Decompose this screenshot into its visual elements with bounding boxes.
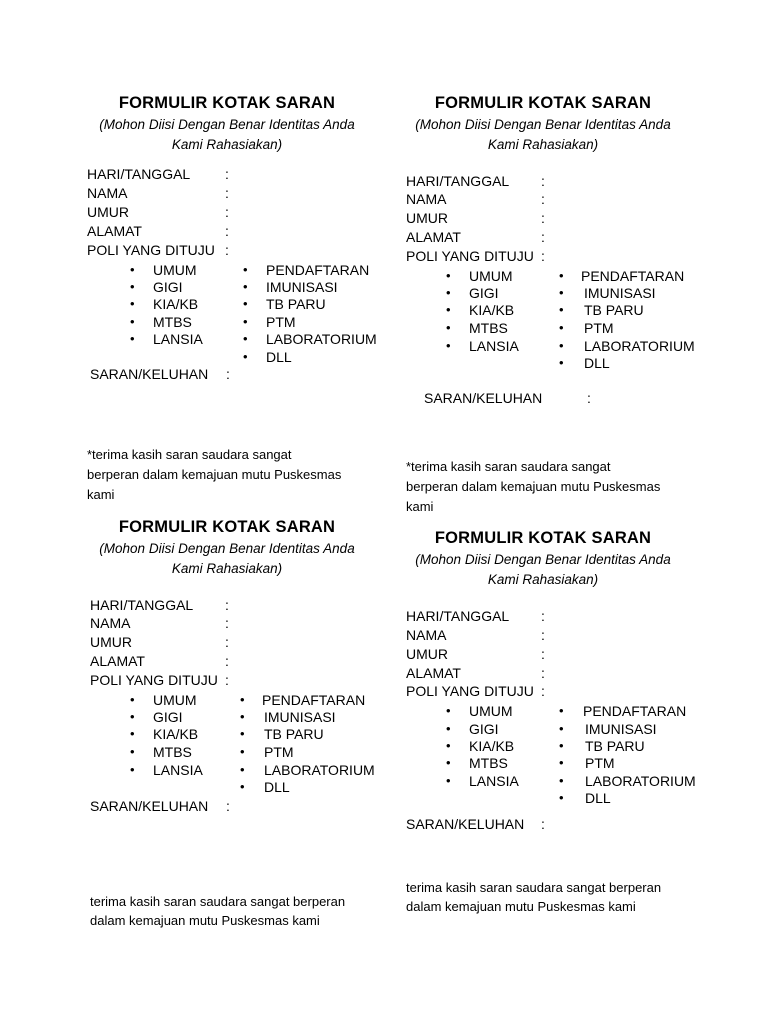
bullet-icon: • [130,744,135,759]
bullet-icon: • [243,296,248,311]
field-nama: NAMA [87,185,128,201]
poli-tb-paru: TB PARU [584,302,644,318]
bullet-icon: • [446,721,451,736]
bullet-icon: • [446,320,451,335]
poli-imunisasi: IMUNISASI [264,709,336,725]
poli-tb-paru: TB PARU [264,726,324,742]
field-nama: NAMA [90,615,131,631]
poli-kia-kb: KIA/KB [153,726,199,742]
bullet-icon: • [130,762,135,777]
bullet-icon: • [446,285,451,300]
bullet-icon: • [559,755,564,770]
bullet-icon: • [559,285,564,300]
field-hari-tanggal: HARI/TANGGAL [406,608,510,624]
bullet-icon: • [446,773,451,788]
field-colon: : [225,242,229,258]
bullet-icon: • [130,692,135,707]
bullet-icon: • [243,279,248,294]
field-colon: : [541,248,545,264]
bullet-icon: • [130,262,135,277]
field-poli: POLI YANG DITUJU [87,242,215,258]
field-colon: : [225,615,229,631]
field-alamat: ALAMAT [406,229,461,245]
field-umur: UMUR [87,204,129,220]
field-poli: POLI YANG DITUJU [406,683,534,699]
bullet-icon: • [243,331,248,346]
field-colon: : [541,646,545,662]
poli-kia-kb: KIA/KB [469,302,515,318]
field-saran-keluhan: SARAN/KELUHAN [406,816,525,832]
field-colon: : [225,185,229,201]
form-subtitle-line1: (Mohon Diisi Dengan Benar Identitas Anda [99,541,355,556]
field-alamat: ALAMAT [87,223,142,239]
bullet-icon: • [446,268,451,283]
field-poli: POLI YANG DITUJU [406,248,534,264]
field-saran-keluhan: SARAN/KELUHAN [424,390,543,406]
field-colon: : [225,597,229,613]
bullet-icon: • [130,331,135,346]
poli-umum: UMUM [469,703,513,719]
field-colon: : [225,653,229,669]
field-colon: : [541,683,545,699]
bullet-icon: • [446,338,451,353]
form-subtitle-line2: Kami Rahasiakan) [487,572,599,587]
poli-gigi: GIGI [153,709,183,725]
bullet-icon: • [240,744,245,759]
poli-dll: DLL [584,355,610,371]
form-subtitle-line2: Kami Rahasiakan) [171,561,283,576]
poli-kia-kb: KIA/KB [153,296,199,312]
poli-umum: UMUM [469,268,513,284]
poli-ptm: PTM [264,744,294,760]
form-subtitle-line2: Kami Rahasiakan) [487,137,599,152]
bullet-icon: • [243,314,248,329]
poli-tb-paru: TB PARU [266,296,326,312]
poli-ptm: PTM [266,314,296,330]
field-colon: : [225,634,229,650]
field-colon: : [225,166,229,182]
form-subtitle-line1: (Mohon Diisi Dengan Benar Identitas Anda [99,117,355,132]
poli-dll: DLL [585,790,611,806]
form-title: FORMULIR KOTAK SARAN [434,94,652,112]
field-colon: : [541,210,545,226]
thank-you-note-line2: dalam kemajuan mutu Puskesmas kami [90,913,320,928]
bullet-icon: • [446,738,451,753]
thank-you-note-line3: kami [406,499,434,514]
field-hari-tanggal: HARI/TANGGAL [87,166,191,182]
bullet-icon: • [240,709,245,724]
poli-imunisasi: IMUNISASI [585,721,657,737]
bullet-icon: • [559,790,564,805]
form-title: FORMULIR KOTAK SARAN [118,94,336,112]
poli-imunisasi: IMUNISASI [266,279,338,295]
bullet-icon: • [559,703,564,718]
poli-lansia: LANSIA [469,338,519,354]
poli-umum: UMUM [153,692,197,708]
field-hari-tanggal: HARI/TANGGAL [90,597,194,613]
form-subtitle-line1: (Mohon Diisi Dengan Benar Identitas Anda [415,552,671,567]
bullet-icon: • [559,721,564,736]
bullet-icon: • [446,755,451,770]
poli-lansia: LANSIA [153,331,203,347]
field-colon: : [226,798,230,814]
field-colon: : [541,229,545,245]
bullet-icon: • [130,314,135,329]
poli-lansia: LANSIA [469,773,519,789]
poli-gigi: GIGI [153,279,183,295]
poli-gigi: GIGI [469,721,499,737]
field-alamat: ALAMAT [90,653,145,669]
poli-kia-kb: KIA/KB [469,738,515,754]
field-colon: : [541,816,545,832]
poli-gigi: GIGI [469,285,499,301]
poli-pendaftaran: PENDAFTARAN [581,268,685,284]
bullet-icon: • [559,738,564,753]
poli-pendaftaran: PENDAFTARAN [262,692,366,708]
field-colon: : [541,608,545,624]
thank-you-note-line1: terima kasih saran saudara sangat berperan [406,880,662,895]
thank-you-note-line1: *terima kasih saran saudara sangat [406,459,611,474]
bullet-icon: • [240,692,245,707]
field-umur: UMUR [406,210,448,226]
poli-mtbs: MTBS [469,320,508,336]
bullet-icon: • [559,268,564,283]
field-saran-keluhan: SARAN/KELUHAN [90,798,209,814]
thank-you-note-line2: dalam kemajuan mutu Puskesmas kami [406,899,636,914]
field-nama: NAMA [406,191,447,207]
field-colon: : [225,204,229,220]
bullet-icon: • [130,296,135,311]
poli-ptm: PTM [585,755,615,771]
poli-lansia: LANSIA [153,762,203,778]
field-umur: UMUR [90,634,132,650]
form-title: FORMULIR KOTAK SARAN [434,529,652,547]
poli-mtbs: MTBS [153,314,192,330]
thank-you-note-line1: *terima kasih saran saudara sangat [87,447,292,462]
bullet-icon: • [240,779,245,794]
form-subtitle-line2: Kami Rahasiakan) [171,137,283,152]
thank-you-note-line2: berperan dalam kemajuan mutu Puskesmas [87,467,342,482]
field-alamat: ALAMAT [406,665,461,681]
form-subtitle-line1: (Mohon Diisi Dengan Benar Identitas Anda [415,117,671,132]
bullet-icon: • [559,355,564,370]
form-title: FORMULIR KOTAK SARAN [118,518,336,536]
poli-laboratorium: LABORATORIUM [584,338,695,354]
field-colon: : [225,223,229,239]
bullet-icon: • [240,762,245,777]
field-colon: : [587,390,591,406]
poli-laboratorium: LABORATORIUM [585,773,696,789]
bullet-icon: • [130,709,135,724]
poli-laboratorium: LABORATORIUM [264,762,375,778]
field-nama: NAMA [406,627,447,643]
field-colon: : [541,191,545,207]
thank-you-note-line1: terima kasih saran saudara sangat berperan [90,894,346,909]
bullet-icon: • [130,726,135,741]
poli-pendaftaran: PENDAFTARAN [583,703,687,719]
field-colon: : [225,672,229,688]
field-hari-tanggal: HARI/TANGGAL [406,173,510,189]
field-colon: : [226,366,230,382]
bullet-icon: • [446,302,451,317]
poli-ptm: PTM [584,320,614,336]
field-saran-keluhan: SARAN/KELUHAN [90,366,209,382]
poli-laboratorium: LABORATORIUM [266,331,377,347]
poli-mtbs: MTBS [469,755,508,771]
poli-dll: DLL [266,349,292,365]
bullet-icon: • [559,338,564,353]
bullet-icon: • [243,349,248,364]
poli-tb-paru: TB PARU [585,738,645,754]
field-colon: : [541,665,545,681]
bullet-icon: • [446,703,451,718]
bullet-icon: • [559,320,564,335]
poli-mtbs: MTBS [153,744,192,760]
bullet-icon: • [240,726,245,741]
poli-pendaftaran: PENDAFTARAN [266,262,370,278]
field-colon: : [541,627,545,643]
bullet-icon: • [243,262,248,277]
poli-dll: DLL [264,779,290,795]
field-umur: UMUR [406,646,448,662]
thank-you-note-line3: kami [87,487,115,502]
poli-imunisasi: IMUNISASI [584,285,656,301]
field-poli: POLI YANG DITUJU [90,672,218,688]
bullet-icon: • [559,302,564,317]
thank-you-note-line2: berperan dalam kemajuan mutu Puskesmas [406,479,661,494]
poli-umum: UMUM [153,262,197,278]
bullet-icon: • [130,279,135,294]
field-colon: : [541,173,545,189]
bullet-icon: • [559,773,564,788]
